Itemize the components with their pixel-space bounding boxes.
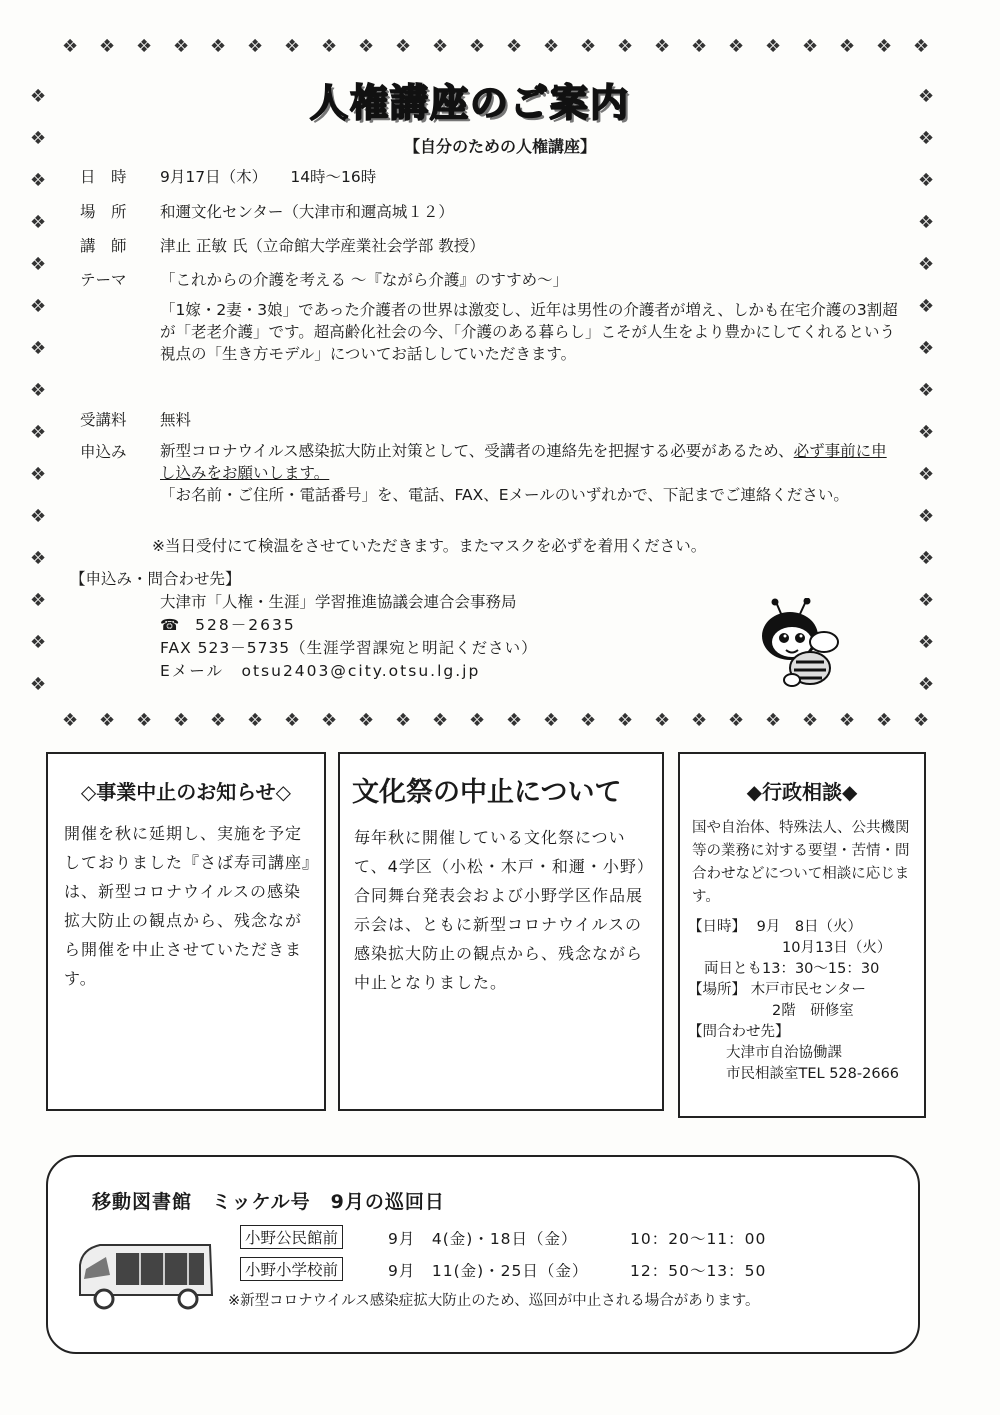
consultation-contact1: 大津市自治協働課 [726, 1045, 842, 1061]
apply-text-underline: 必ず事前に申し込みをお願いします。 [160, 442, 887, 482]
mobile-library-box [46, 1155, 920, 1354]
ornament-diamond-icon: ❖ [918, 212, 935, 233]
ornament-diamond-icon: ❖ [210, 710, 227, 731]
ornament-diamond-icon: ❖ [918, 506, 935, 527]
lecture-subtitle: 【自分のための人権講座】 [403, 137, 596, 156]
ornament-diamond-icon: ❖ [918, 464, 935, 485]
ornament-diamond-icon: ❖ [358, 36, 375, 57]
ornament-diamond-icon: ❖ [321, 36, 338, 57]
stop-name-ono-shogakko: 小野小学校前 [240, 1257, 343, 1281]
ornament-diamond-icon: ❖ [918, 254, 935, 275]
ornament-diamond-icon: ❖ [543, 36, 560, 57]
consultation-title: ◆行政相談◆ [746, 780, 858, 804]
stop-dates-ono-kominkan: 9月 4(金)・18日（金） [388, 1230, 578, 1248]
ornament-diamond-icon: ❖ [765, 36, 782, 57]
ornament-diamond-icon: ❖ [580, 36, 597, 57]
consultation-time: 両日とも13：30～15：30 [704, 961, 880, 977]
ornament-diamond-icon: ❖ [30, 254, 47, 275]
library-bus-icon [70, 1235, 220, 1315]
ornament-diamond-icon: ❖ [918, 170, 935, 191]
ornament-diamond-icon: ❖ [173, 710, 190, 731]
ornament-diamond-icon: ❖ [284, 36, 301, 57]
ornament-diamond-icon: ❖ [728, 36, 745, 57]
ornament-diamond-icon: ❖ [30, 338, 47, 359]
consultation-date2: 10月13日（火） [782, 940, 892, 956]
ornament-diamond-icon: ❖ [691, 710, 708, 731]
consultation-box [678, 752, 926, 1118]
ornament-diamond-icon: ❖ [913, 710, 930, 731]
apply-text-post: 「お名前・ご住所・電話番号」を、電話、FAX、Eメールのいずれかで、下記までご連絡ください。 [160, 486, 849, 504]
consultation-place2: 2階 研修室 [772, 1003, 854, 1019]
bee-mascot-icon [752, 598, 852, 698]
ornament-diamond-icon: ❖ [918, 590, 935, 611]
consultation-place-row [688, 980, 918, 1001]
consultation-details [688, 917, 918, 1085]
consultation-place1: 木戸市民センター [750, 982, 867, 998]
ornament-diamond-icon: ❖ [358, 710, 375, 731]
apply-text [160, 440, 900, 506]
consultation-date-label: 【日時】 [688, 919, 746, 935]
place-value: 和邇文化センター（大津市和邇高城１２） [160, 203, 454, 221]
ornament-diamond-icon: ❖ [728, 710, 745, 731]
ornament-diamond-icon: ❖ [918, 674, 935, 695]
ornament-diamond-icon: ❖ [617, 710, 634, 731]
ornament-diamond-icon: ❖ [839, 36, 856, 57]
lecturer-value: 津止 正敏 氏（立命館大学産業社会学部 教授） [160, 237, 485, 255]
ornament-diamond-icon: ❖ [30, 170, 47, 191]
consultation-contact-label: 【問合わせ先】 [688, 1024, 790, 1040]
ornament-diamond-icon: ❖ [210, 36, 227, 57]
apply-label: 申込み [80, 443, 127, 461]
ornament-diamond-icon: ❖ [617, 36, 634, 57]
ornament-diamond-icon: ❖ [30, 506, 47, 527]
stop-time-ono-kominkan: 10：20～11：00 [630, 1230, 767, 1248]
ornament-diamond-icon: ❖ [30, 422, 47, 443]
ornament-diamond-icon: ❖ [30, 212, 47, 233]
contact-org: 大津市「人権・生涯」学習推進協議会連合会事務局 [160, 593, 517, 611]
ornament-diamond-icon: ❖ [30, 380, 47, 401]
datetime-value: 9月17日（木） 14時～16時 [160, 168, 377, 186]
contact-email: Eメール otsu2403@city.otsu.lg.jp [160, 662, 481, 680]
library-note: ※新型コロナウイルス感染症拡大防止のため、巡回が中止される場合があります。 [228, 1293, 760, 1309]
ornament-diamond-icon: ❖ [173, 36, 190, 57]
lecture-description: 「1嫁・2妻・3娘」であった介護者の世界は激変し、近年は男性の介護者が増え、しかも在宅介護の3割超が「老老介護」です。超高齢化社会の今、「介護のある暮らし」こそが人生をより豊かにしてくれるという視点の「生き方モデル」についてお話ししていただきます。 [160, 301, 898, 363]
telephone-icon: ☎ [160, 616, 182, 634]
ornament-diamond-icon: ❖ [913, 36, 930, 57]
ornament-diamond-icon: ❖ [918, 422, 935, 443]
contact-tel: 528－2635 [195, 616, 296, 634]
ornament-diamond-icon: ❖ [506, 36, 523, 57]
fee-value: 無料 [160, 411, 192, 429]
datetime-label: 日 時 [80, 168, 127, 186]
ornament-diamond-icon: ❖ [876, 36, 893, 57]
theme-label: テーマ [80, 271, 127, 289]
ornament-diamond-icon: ❖ [918, 128, 935, 149]
ornament-diamond-icon: ❖ [30, 86, 47, 107]
ornament-diamond-icon: ❖ [918, 296, 935, 317]
ornament-diamond-icon: ❖ [543, 710, 560, 731]
place-label: 場 所 [80, 203, 127, 221]
ornament-diamond-icon: ❖ [62, 710, 79, 731]
ornament-diamond-icon: ❖ [30, 674, 47, 695]
festival-notice-box [338, 752, 664, 1111]
ornament-diamond-icon: ❖ [506, 710, 523, 731]
ornament-diamond-icon: ❖ [918, 338, 935, 359]
ornament-diamond-icon: ❖ [99, 36, 116, 57]
cancel-notice-title: ◇事業中止のお知らせ◇ [80, 780, 292, 804]
page-title: 人権講座のご案内 [309, 81, 630, 125]
lecture-note: ※当日受付にて検温をさせていただきます。またマスクを必ずを着用ください。 [152, 537, 707, 555]
consultation-place-label: 【場所】 [688, 982, 746, 998]
consultation-date1: 9月 8日（火） [756, 919, 863, 935]
contact-block [160, 591, 538, 683]
ornament-diamond-icon: ❖ [284, 710, 301, 731]
ornament-diamond-icon: ❖ [432, 710, 449, 731]
consultation-body: 国や自治体、特殊法人、公共機関等の業務に対する要望・苦情・問合わせなどについて相談に応じます。 [692, 820, 910, 905]
ornament-diamond-icon: ❖ [30, 464, 47, 485]
apply-text-pre: 新型コロナウイルス感染拡大防止対策として、受講者の連絡先を把握する必要があるため、 [160, 442, 794, 460]
theme-value: 「これからの介護を考える ～『ながら介護』のすすめ～」 [160, 271, 569, 289]
ornament-diamond-icon: ❖ [654, 36, 671, 57]
ornament-diamond-icon: ❖ [802, 710, 819, 731]
ornament-diamond-icon: ❖ [765, 710, 782, 731]
ornament-diamond-icon: ❖ [580, 710, 597, 731]
stop-name-ono-kominkan: 小野公民館前 [240, 1225, 343, 1249]
contact-heading: 【申込み・問合わせ先】 [70, 570, 241, 588]
ornament-diamond-icon: ❖ [918, 86, 935, 107]
stop-time-ono-shogakko: 12：50～13：50 [630, 1262, 767, 1280]
consultation-date-row [688, 917, 918, 938]
ornament-diamond-icon: ❖ [30, 548, 47, 569]
ornament-diamond-icon: ❖ [395, 710, 412, 731]
ornament-diamond-icon: ❖ [918, 380, 935, 401]
ornament-diamond-icon: ❖ [321, 710, 338, 731]
ornament-diamond-icon: ❖ [469, 710, 486, 731]
cancel-notice-box [46, 752, 326, 1111]
ornament-diamond-icon: ❖ [30, 632, 47, 653]
ornament-diamond-icon: ❖ [247, 710, 264, 731]
ornament-diamond-icon: ❖ [876, 710, 893, 731]
ornament-diamond-icon: ❖ [30, 296, 47, 317]
fee-label: 受講料 [80, 411, 127, 429]
contact-tel-row [160, 614, 538, 637]
ornament-diamond-icon: ❖ [62, 36, 79, 57]
cancel-notice-body: 開催を秋に延期し、実施を予定しておりました『さば寿司講座』は、新型コロナウイルスの感染拡大防止の観点から、残念ながら開催を中止させていただきます。 [64, 824, 312, 988]
ornament-diamond-icon: ❖ [839, 710, 856, 731]
mobile-library-title: 移動図書館 ミッケル号 9月の巡回日 [92, 1191, 445, 1213]
ornament-diamond-icon: ❖ [30, 128, 47, 149]
ornament-diamond-icon: ❖ [469, 36, 486, 57]
ornament-diamond-icon: ❖ [30, 590, 47, 611]
consultation-contact2: 市民相談室TEL 528-2666 [726, 1066, 900, 1082]
ornament-diamond-icon: ❖ [136, 36, 153, 57]
contact-fax: FAX 523－5735（生涯学習課宛と明記ください） [160, 639, 538, 657]
ornament-diamond-icon: ❖ [691, 36, 708, 57]
ornament-diamond-icon: ❖ [432, 36, 449, 57]
ornament-diamond-icon: ❖ [918, 632, 935, 653]
stop-dates-ono-shogakko: 9月 11(金)・25日（金） [388, 1262, 589, 1280]
festival-notice-title: 文化祭の中止について [352, 777, 622, 808]
festival-notice-body: 毎年秋に開催している文化祭について、4学区（小松・木戸・和邇・小野）合同舞台発表会および小野学区作品展示会は、ともに新型コロナウイルスの感染拡大防止の観点から、残念ながら中止となりました。 [354, 828, 646, 992]
lecturer-label: 講 師 [80, 237, 127, 255]
ornament-diamond-icon: ❖ [395, 36, 412, 57]
ornament-diamond-icon: ❖ [99, 710, 116, 731]
ornament-diamond-icon: ❖ [802, 36, 819, 57]
ornament-diamond-icon: ❖ [918, 548, 935, 569]
ornament-diamond-icon: ❖ [247, 36, 264, 57]
ornament-diamond-icon: ❖ [654, 710, 671, 731]
ornament-diamond-icon: ❖ [136, 710, 153, 731]
